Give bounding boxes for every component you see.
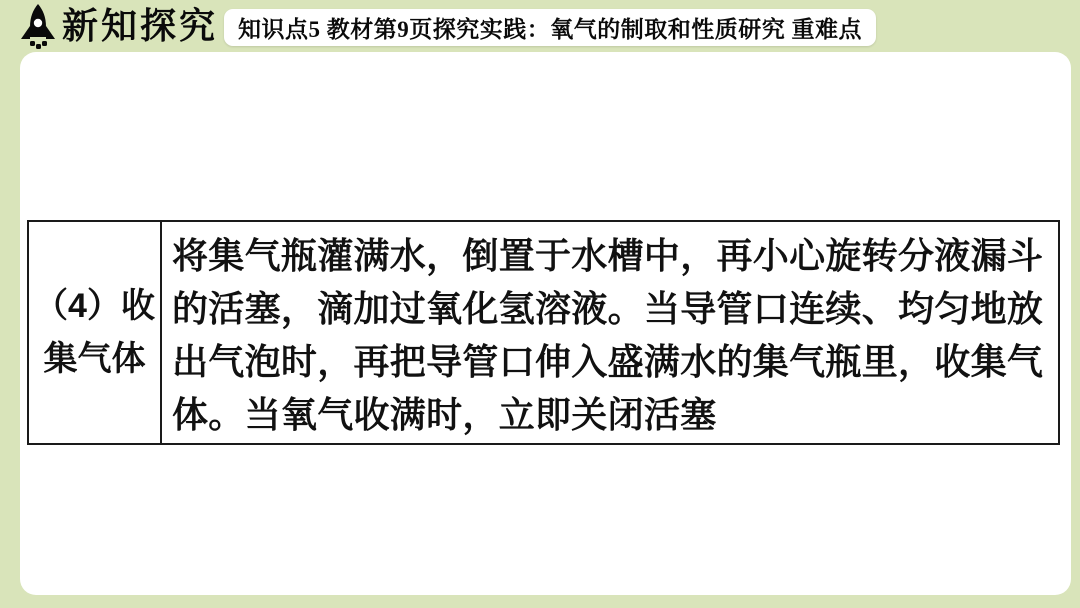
content-line: 体。当氧气收满时，立即关闭活塞 [172, 394, 717, 435]
header-bar [0, 0, 1080, 52]
content-line: 的活塞，滴加过氧化氢溶液。当导管口连续、均匀地放 [172, 288, 1044, 329]
procedure-table [27, 220, 1060, 445]
table-row-content [162, 222, 1058, 443]
rocket-icon [16, 3, 60, 50]
slide-section-title: 新知探究 [62, 6, 219, 46]
content-panel [20, 52, 1071, 595]
lesson-topic-text: 知识点5 教材第9页探究实践：氧气的制取和性质研究 重难点 [238, 17, 862, 42]
content-line: 将集气瓶灌满水，倒置于水槽中，再小心旋转分液漏斗 [172, 235, 1044, 276]
table-row-label: （4）收集气体 [29, 222, 162, 443]
lesson-topic-badge [224, 9, 876, 46]
content-line: 出气泡时，再把导管口伸入盛满水的集气瓶里，收集气 [172, 341, 1044, 382]
